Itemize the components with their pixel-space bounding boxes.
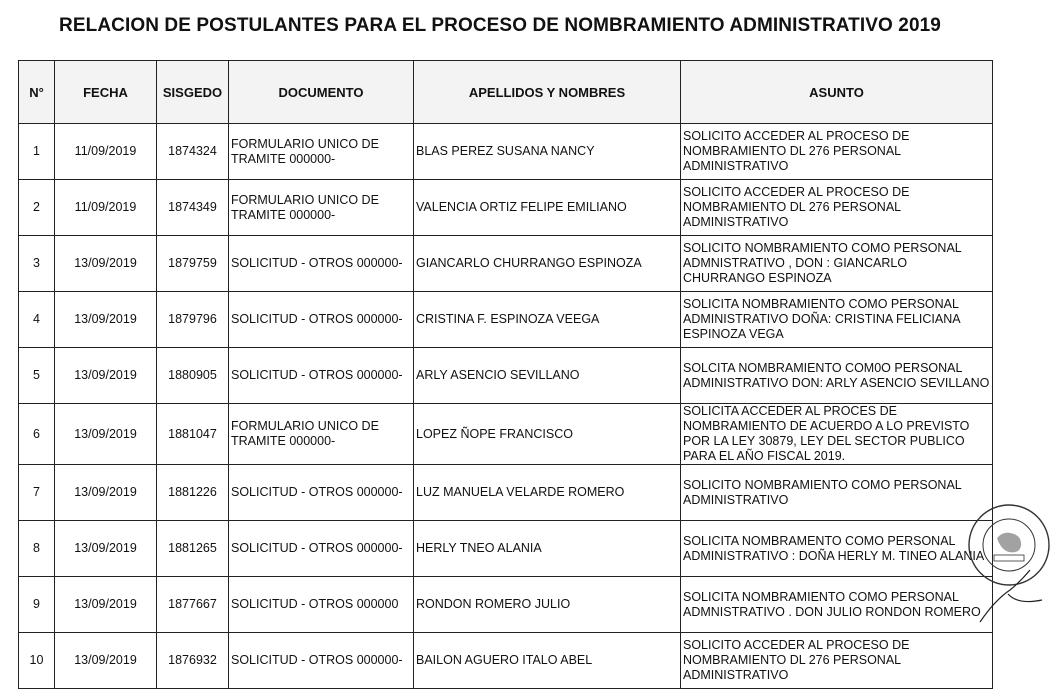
col-header-fecha: FECHA [55,61,157,124]
cell-fecha: 13/09/2019 [55,404,157,465]
cell-fecha: 11/09/2019 [55,124,157,180]
cell-documento: SOLICITUD - OTROS 000000- [229,292,414,348]
cell-documento: SOLICITUD - OTROS 000000 [229,577,414,633]
cell-fecha: 13/09/2019 [55,292,157,348]
table-header-row [19,61,993,124]
cell-asunto: SOLCITA NOMBRAMIENTO COM0O PERSONAL ADMINISTRATIVO DON: ARLY ASENCIO SEVILLANO [681,348,993,404]
signature-mark [960,560,1050,630]
cell-num: 8 [19,521,55,577]
cell-asunto: SOLICITO NOMBRAMIENTO COMO PERSONAL ADMINISTRATIVO [681,465,993,521]
cell-nombre: HERLY TNEO ALANIA [414,521,681,577]
cell-asunto: SOLICITA NOMBRAMIENTO COMO PERSONAL ADMNISTRATIVO . DON JULIO RONDON ROMERO [681,577,993,633]
table-row [19,180,993,236]
signature-stroke [980,570,1042,622]
cell-nombre: LUZ MANUELA VELARDE ROMERO [414,465,681,521]
cell-fecha: 13/09/2019 [55,348,157,404]
cell-num: 2 [19,180,55,236]
cell-num: 10 [19,633,55,689]
col-header-documento: DOCUMENTO [229,61,414,124]
cell-num: 9 [19,577,55,633]
cell-documento: SOLICITUD - OTROS 000000- [229,348,414,404]
cell-asunto: SOLICITO NOMBRAMIENTO COMO PERSONAL ADMNISTRATIVO , DON : GIANCARLO CHURRANGO ESPINOZA [681,236,993,292]
cell-nombre: BLAS PEREZ SUSANA NANCY [414,124,681,180]
cell-fecha: 11/09/2019 [55,180,157,236]
cell-nombre: CRISTINA F. ESPINOZA VEEGA [414,292,681,348]
col-header-num: N° [19,61,55,124]
cell-documento: SOLICITUD - OTROS 000000- [229,465,414,521]
cell-num: 5 [19,348,55,404]
table-row [19,521,993,577]
cell-num: 4 [19,292,55,348]
table-row [19,404,993,465]
cell-asunto: SOLICITA ACCEDER AL PROCES DE NOMBRAMIENTO DE ACUERDO A LO PREVISTO POR LA LEY 30879, LEY DEL SECTOR PUBLICO PARA EL AÑO FISCAL 2019. [681,404,993,465]
cell-nombre: RONDON ROMERO JULIO [414,577,681,633]
cell-documento: FORMULARIO UNICO DE TRAMITE 000000- [229,124,414,180]
col-header-nombres: APELLIDOS Y NOMBRES [414,61,681,124]
cell-nombre: VALENCIA ORTIZ FELIPE EMILIANO [414,180,681,236]
col-header-sisgedo: SISGEDO [157,61,229,124]
cell-fecha: 13/09/2019 [55,236,157,292]
cell-documento: SOLICITUD - OTROS 000000- [229,236,414,292]
cell-sisgedo: 1879759 [157,236,229,292]
cell-documento: FORMULARIO UNICO DE TRAMITE 000000- [229,404,414,465]
cell-sisgedo: 1881226 [157,465,229,521]
col-header-asunto: ASUNTO [681,61,993,124]
cell-asunto: SOLICITA NOMBRAMENTO COMO PERSONAL ADMINISTRATIVO : DOÑA HERLY M. TINEO ALANIA [681,521,993,577]
cell-documento: SOLICITUD - OTROS 000000- [229,521,414,577]
table-row [19,577,993,633]
table-row [19,292,993,348]
cell-sisgedo: 1881047 [157,404,229,465]
cell-fecha: 13/09/2019 [55,465,157,521]
cell-fecha: 13/09/2019 [55,521,157,577]
cell-num: 6 [19,404,55,465]
cell-sisgedo: 1874349 [157,180,229,236]
cell-sisgedo: 1877667 [157,577,229,633]
cell-asunto: SOLICITO ACCEDER AL PROCESO DE NOMBRAMIENTO DL 276 PERSONAL ADMINISTRATIVO [681,633,993,689]
page-title: RELACION DE POSTULANTES PARA EL PROCESO DE NOMBRAMIENTO ADMINISTRATIVO 2019 [59,15,941,36]
cell-sisgedo: 1881265 [157,521,229,577]
cell-asunto: SOLICITO ACCEDER AL PROCESO DE NOMBRAMIENTO DL 276 PERSONAL ADMINISTRATIVO [681,180,993,236]
cell-num: 3 [19,236,55,292]
table-row [19,348,993,404]
cell-nombre: LOPEZ ÑOPE FRANCISCO [414,404,681,465]
cell-nombre: ARLY ASENCIO SEVILLANO [414,348,681,404]
cell-asunto: SOLICITA NOMBRAMIENTO COMO PERSONAL ADMINISTRATIVO DOÑA: CRISTINA FELICIANA ESPINOZA VEGA [681,292,993,348]
cell-asunto: SOLICITO ACCEDER AL PROCESO DE NOMBRAMIENTO DL 276 PERSONAL ADMINISTRATIVO [681,124,993,180]
cell-num: 7 [19,465,55,521]
cell-sisgedo: 1879796 [157,292,229,348]
cell-nombre: GIANCARLO CHURRANGO ESPINOZA [414,236,681,292]
cell-documento: FORMULARIO UNICO DE TRAMITE 000000- [229,180,414,236]
cell-fecha: 13/09/2019 [55,633,157,689]
cell-num: 1 [19,124,55,180]
cell-nombre: BAILON AGUERO ITALO ABEL [414,633,681,689]
table-row [19,236,993,292]
cell-documento: SOLICITUD - OTROS 000000- [229,633,414,689]
cell-fecha: 13/09/2019 [55,577,157,633]
cell-sisgedo: 1876932 [157,633,229,689]
table-row [19,465,993,521]
table-row [19,633,993,689]
table-row [19,124,993,180]
applicants-table [18,60,993,689]
cell-sisgedo: 1880905 [157,348,229,404]
stamp-emblem [997,533,1021,553]
cell-sisgedo: 1874324 [157,124,229,180]
